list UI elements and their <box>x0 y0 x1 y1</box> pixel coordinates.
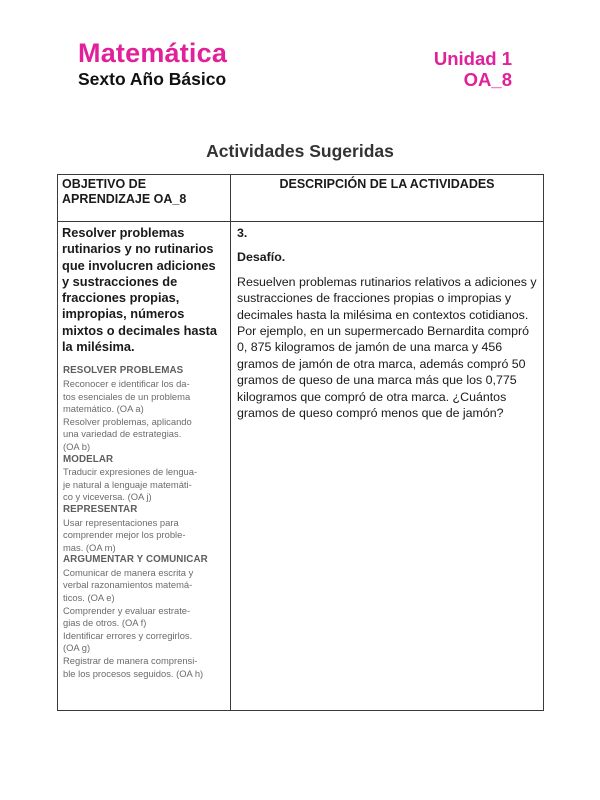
skill-line: Comunicar de manera escrita y <box>63 566 194 578</box>
skills-list <box>58 365 230 680</box>
skill-title: RESOLVER PROBLEMAS <box>63 365 184 377</box>
skill-line: ticos. (OA e) <box>63 592 115 604</box>
skill-line: mas. (OA m) <box>63 541 116 553</box>
skill-line: una variedad de estrategias. <box>63 428 182 440</box>
skill-line: matemático. (OA a) <box>63 403 144 415</box>
skill-line: co y viceversa. (OA j) <box>63 491 152 503</box>
page-header <box>78 38 512 98</box>
table-header-row <box>58 175 544 222</box>
skill-line: ble los procesos seguidos. (OA h) <box>63 667 204 679</box>
skill-line: Traducir expresiones de lengua- <box>63 466 198 478</box>
skill-line: gias de otros. (OA f) <box>63 617 147 629</box>
objective-cell <box>58 222 231 711</box>
skill-line: Usar representaciones para <box>63 516 179 528</box>
subject-title: Matemática <box>78 38 228 68</box>
objective-text: Resolver problemas rutinarios y no rutinarios que involucren adiciones y sustracciones de fracciones propias, impropias, números mixtos o decimales hasta la milésima. <box>62 225 218 355</box>
unit-label: Unidad 1 <box>433 48 512 69</box>
skill-line: Identificar errores y corregirlos. <box>63 629 193 641</box>
skill-title: ARGUMENTAR Y COMUNICAR <box>63 554 208 566</box>
skill-group <box>63 365 226 453</box>
grade-subtitle: Sexto Año Básico <box>78 69 227 89</box>
skill-line: tos esenciales de un problema <box>63 390 191 402</box>
skill-title: REPRESENTAR <box>63 503 138 515</box>
section-title: Actividades Sugeridas <box>206 141 394 161</box>
activity-cell <box>231 222 544 711</box>
activity-description: Resuelven problemas rutinarios relativos a adiciones y sustracciones de fracciones propias o impropias y decimales hasta la milésima en contextos cotidianos. Por ejemplo, en un supermercado Bernardita compró 0, 875 kilogramos de jamón de una marca y 456 gramos de jamón de otra marca, además compró 50 gramos de queso de una marca más que los 0,775 kilogramos que compró de otra marca. ¿Cuántos gramos de queso compró menos que de jamón? <box>237 274 537 421</box>
skill-group <box>63 454 226 504</box>
activity-number: 3. <box>237 226 248 240</box>
skill-line: Reconocer e identificar los da- <box>63 377 190 389</box>
skill-line: verbal razonamientos matemá- <box>63 579 193 591</box>
skill-line: Comprender y evaluar estrate- <box>63 604 191 616</box>
skill-group <box>63 554 226 680</box>
objective-code: OA_8 <box>463 69 512 90</box>
activity-content <box>231 222 543 421</box>
skill-line: (OA g) <box>63 642 91 654</box>
header-description: DESCRIPCIÓN DE LA ACTIVIDADES <box>231 175 544 222</box>
skill-line: comprender mejor los proble- <box>63 529 186 541</box>
activity-title: Desafío. <box>237 250 286 265</box>
skill-title: MODELAR <box>63 453 114 465</box>
skill-group <box>63 504 226 554</box>
skill-line: je natural a lenguaje matemáti- <box>63 478 192 490</box>
skill-line: Resolver problemas, aplicando <box>63 415 192 427</box>
skill-line: (OA b) <box>63 440 91 452</box>
header-objective: OBJETIVO DE APRENDIZAJE OA_8 <box>58 175 231 222</box>
activities-table <box>57 174 544 711</box>
skill-line: Registrar de manera comprensi- <box>63 655 198 667</box>
table-row <box>58 222 544 711</box>
